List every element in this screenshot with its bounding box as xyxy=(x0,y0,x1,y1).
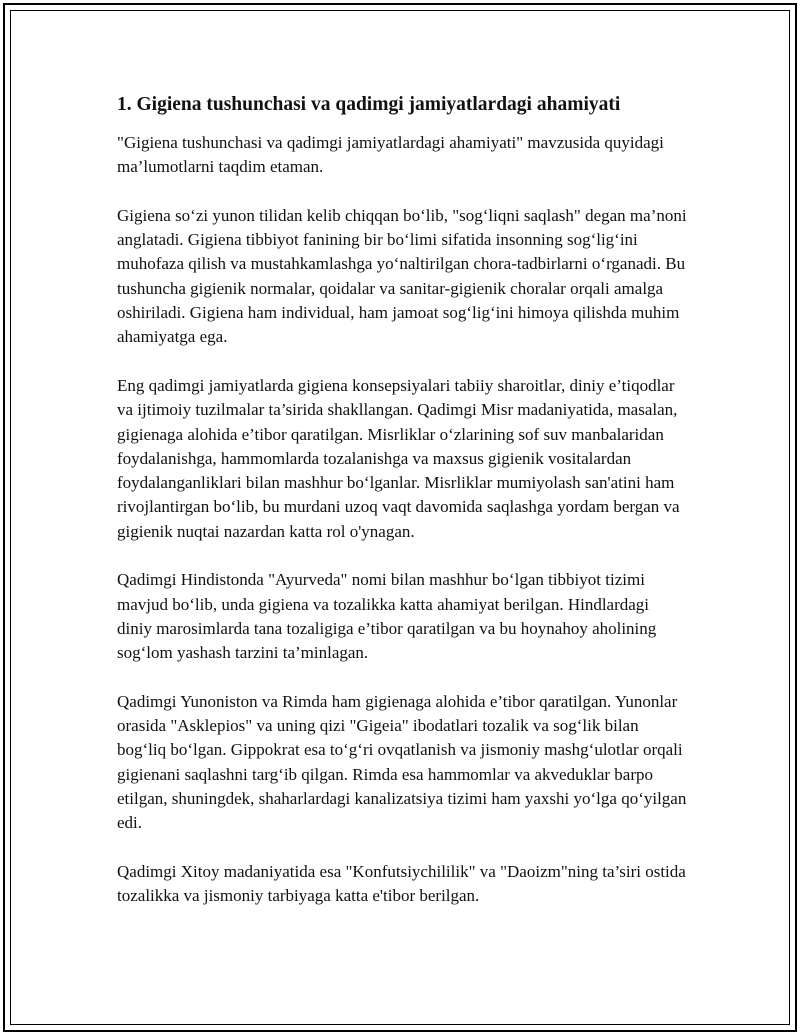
paragraph-intro: "Gigiena tushunchasi va qadimgi jamiyatlardagi ahamiyati" mavzusida quyidagi ma’lumotlarni taqdim etaman. xyxy=(117,133,664,177)
section-title: 1. Gigiena tushunchasi va qadimgi jamiyatlardagi ahamiyati xyxy=(117,94,621,115)
paragraph-greece-rome: Qadimgi Yunoniston va Rimda ham gigienaga alohida e’tibor qaratilgan. Yunonlar orasida "Asklepios" va uning qizi "Gigeia" ibodatlari tozalik va sog‘lik bilan bog‘liq bo‘lgan. Gippokrat esa to‘g‘ri ovqatlanish va jismoniy mashg‘ulotlar orqali gigienani saqlashni targ‘ib qilgan. Rimda esa hammomlar va akveduklar barpo etilgan, shuningdek, shaharlardagi kanalizatsiya tizimi ham yaxshi yo‘lga qo‘yilgan edi. xyxy=(117,691,687,833)
paragraph-definition: Gigiena so‘zi yunon tilidan kelib chiqqan bo‘lib, "sog‘liqni saqlash" degan ma’noni anglatadi. Gigiena tibbiyot fanining bir bo‘limi sifatida insonning sog‘lig‘ini muhofaza qilish va mustahkamlashga yo‘naltirilgan chora-tadbirlarni o‘rganadi. Bu tushuncha gigienik normalar, qoidalar va sanitar-gigienik choralar orqali amalga oshiriladi. Gigiena ham individual, ham jamoat sog‘lig‘ini himoya qilishda muhim ahamiyatga ega. xyxy=(117,205,687,347)
document-body xyxy=(117,91,687,933)
paragraph-china: Qadimgi Xitoy madaniyatida esa "Konfutsiychililik" va "Daoizm"ning ta’siri ostida tozalikka va jismoniy tarbiyaga katta e'tibor berilgan. xyxy=(117,861,686,906)
paragraph-india: Qadimgi Hindistonda "Ayurveda" nomi bilan mashhur bo‘lgan tibbiyot tizimi mavjud bo‘lib, unda gigiena va tozalikka katta ahamiyat berilgan. Hindlardagi diniy marosimlarda tana tozaligiga e’tibor qaratilgan va bu hoynahoy aholining sog‘lom yashash tarzini ta’minlagan. xyxy=(117,570,657,663)
paragraph-egypt: Eng qadimgi jamiyatlarda gigiena konsepsiyalari tabiiy sharoitlar, diniy e’tiqodlar va ijtimoiy tuzilmalar ta’sirida shakllangan. Qadimgi Misr madaniyatida, masalan, gigienaga alohida e’tibor qaratilgan. Misrliklar o‘zlarining sof suv manbalaridan foydalanishga, hammomlarda tozalanishga va maxsus gigienik vositalardan foydalanganliklari bilan mashhur bo‘lganlar. Misrliklar mumiyolash san'atini ham rivojlantirgan bo‘lib, bu murdani uzoq vaqt davomida saqlashga yordam bergan va gigienik nuqtai nazardan katta rol o'ynagan. xyxy=(117,375,680,541)
